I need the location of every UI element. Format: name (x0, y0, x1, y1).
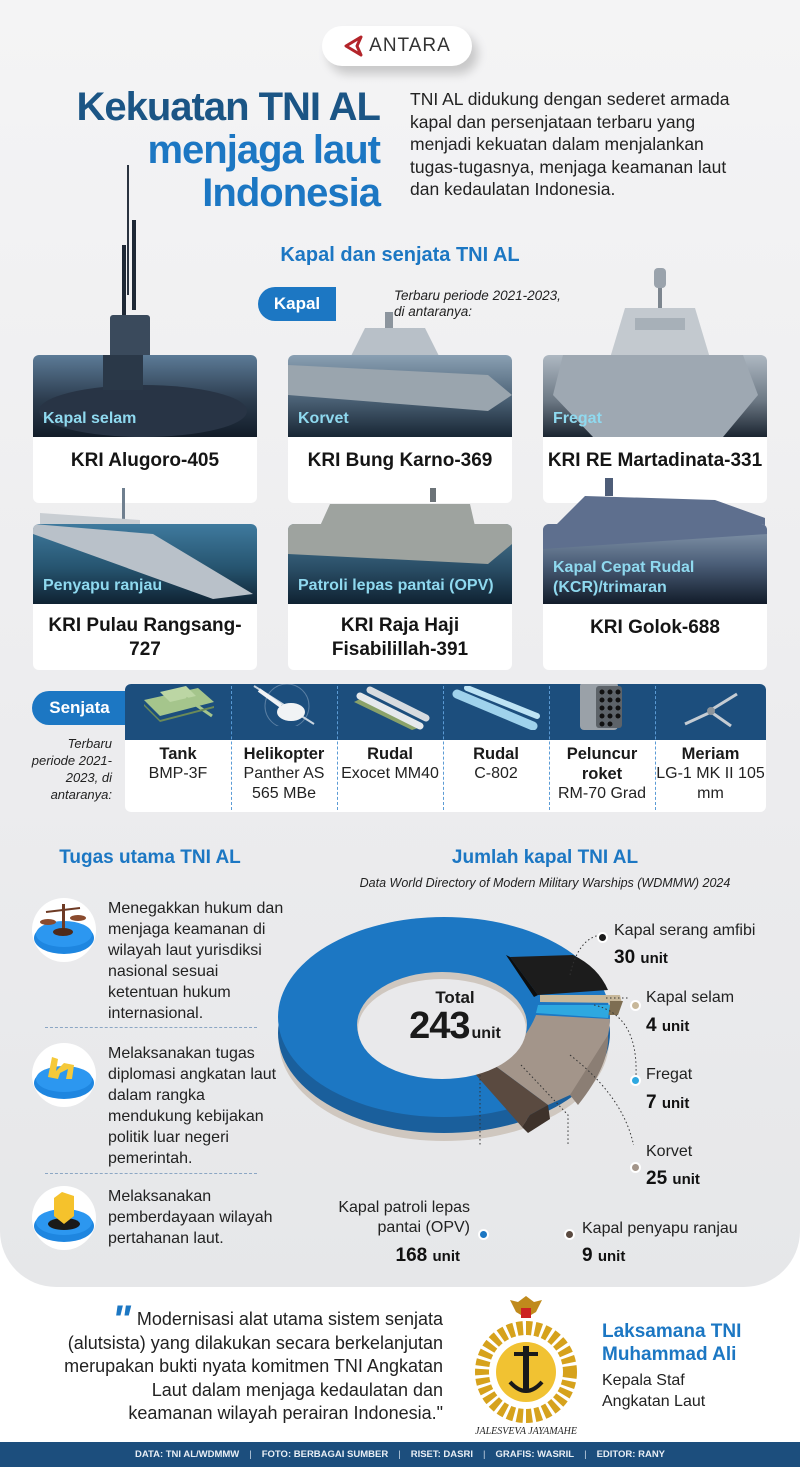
emblem-motto: JALESVEVA JAYAMAHE (475, 1426, 577, 1437)
credit-editor: EDITOR: RANY (596, 1449, 666, 1460)
weapons-pill: Senjata (32, 691, 127, 725)
trimaran-photo (543, 524, 767, 604)
weapon-item (549, 684, 655, 812)
title-line-1: Kekuatan TNI AL (76, 85, 380, 129)
minesweeper-mast-image (40, 488, 160, 528)
weapon-detail: RM-70 Grad (557, 785, 647, 802)
intro-text: TNI AL didukung dengan sederet armada kapal dan persenjataan terbaru yang menjadi kekuatan dalam menjalankan tugas-tugasnya, menjaga keamanan laut dan kedaulatan Indonesia. (410, 89, 730, 199)
weapon-item (125, 684, 231, 812)
ship-name: KRI Alugoro-405 (70, 450, 220, 471)
ships-note: Terbaru periode 2021-2023, di antaranya: (394, 288, 561, 319)
minesweeper-photo (33, 524, 257, 604)
weapons-note: Terbaru periode 2021-2023, di antaranya: (31, 736, 112, 802)
value-unit: unit (661, 1095, 690, 1112)
weapon-detail: Panther AS 565 MBe (243, 765, 325, 802)
title-line-3: Indonesia (202, 171, 380, 215)
weapon-item (231, 684, 337, 812)
title-line-2: menjaga laut (147, 128, 380, 172)
value-unit: unit (432, 1248, 460, 1265)
antara-logo-icon (343, 35, 365, 57)
opv-photo (288, 524, 512, 604)
legend-dot (564, 1229, 575, 1240)
legend-value (646, 1015, 689, 1038)
weapon-detail: LG-1 MK II 105 mm (656, 765, 765, 802)
legend-dot (597, 932, 608, 943)
legend-dot (630, 1162, 641, 1173)
trimaran-superstructure-image (555, 478, 765, 526)
ship-category: Penyapu ranjau (43, 577, 163, 594)
chart-subtitle: Data World Directory of Modern Military Warships (WDMMW) 2024 (359, 876, 731, 890)
fleet-heading: Kapal dan senjata TNI AL (280, 244, 520, 266)
missile-icon (350, 686, 430, 730)
ship-name: KRI Golok-688 (590, 617, 720, 638)
legend-label: Kapal selam (646, 989, 735, 1006)
opv-superstructure-image (310, 488, 480, 526)
separator: | (249, 1449, 252, 1460)
credit-research: RISET: DASRI (410, 1449, 473, 1460)
ship-card (288, 355, 512, 503)
scales-of-justice-icon (32, 898, 96, 962)
submarine-photo (33, 355, 257, 437)
ship-name: KRI Pulau Rangsang-727 (48, 615, 242, 660)
ship-card (543, 524, 767, 670)
person-attribution (602, 1320, 762, 1412)
separator: | (584, 1449, 587, 1460)
task-item (32, 1043, 282, 1167)
antara-logo (322, 26, 472, 66)
legend-label: Kapal penyapu ranjau (582, 1220, 738, 1237)
value-number: 168 (395, 1245, 428, 1266)
weapon-type: Meriam (681, 745, 740, 763)
value-unit: unit (640, 950, 668, 967)
credit-data: DATA: TNI AL/WDMMW (134, 1449, 240, 1460)
weapon-detail: Exocet MM40 (341, 765, 439, 782)
ship-card (33, 524, 257, 670)
divider (45, 1027, 257, 1028)
weapon-type: Rudal (367, 745, 413, 763)
ships-pill: Kapal (258, 287, 336, 321)
weapon-item (337, 684, 443, 812)
person-role: Kepala Staf Angkatan Laut (602, 1372, 706, 1410)
center-total-label: Total (435, 988, 475, 1007)
weapon-detail: BMP-3F (148, 765, 208, 782)
weapons-panel (125, 684, 766, 812)
center-total-unit: unit (471, 1025, 501, 1042)
tasks-heading: Tugas utama TNI AL (59, 847, 241, 868)
value-number: 7 (646, 1092, 657, 1113)
task-text: Menegakkan hukum dan menjaga keamanan di wilayah laut yurisdiksi nasional sesuai ketentuan hukum internasional. (108, 900, 284, 1022)
corvette-photo (288, 355, 512, 437)
chart-center-label (395, 988, 515, 1052)
ship-category: Patroli lepas pantai (OPV) (298, 577, 494, 594)
navy-emblem (466, 1296, 586, 1438)
chart-title: Jumlah kapal TNI AL (451, 847, 639, 868)
frigate-photo (543, 355, 767, 437)
ship-name: KRI Bung Karno-369 (307, 450, 493, 471)
value-unit: unit (597, 1248, 626, 1265)
value-number: 4 (646, 1015, 657, 1036)
center-total-value: 243 (409, 1005, 470, 1047)
separator: | (398, 1449, 401, 1460)
task-badge (32, 1186, 96, 1250)
legend-dot (630, 1075, 641, 1086)
task-badge (32, 1043, 96, 1107)
weapon-type: Peluncur roket (566, 745, 638, 783)
legend-value (310, 1245, 460, 1268)
weapon-item (655, 684, 766, 812)
weapon-detail: C-802 (474, 765, 518, 782)
rocket-launcher-icon (578, 684, 626, 732)
value-number: 25 (646, 1168, 668, 1189)
task-item (32, 1186, 282, 1270)
ship-category: Fregat (553, 410, 602, 427)
task-item (32, 898, 284, 1022)
credit-photo: FOTO: BERBAGAI SUMBER (261, 1449, 389, 1460)
corvette-superstructure-image (330, 310, 450, 358)
legend-label: Kapal patroli lepas pantai (OPV) (338, 1199, 470, 1236)
ship-card (288, 524, 512, 670)
quote-mark-icon: " (111, 1298, 131, 1342)
legend-label: Korvet (646, 1143, 693, 1160)
missile-icon (451, 686, 541, 730)
legend-value (646, 1168, 700, 1191)
task-badge (32, 898, 96, 962)
ship-name: KRI RE Martadinata-331 (547, 450, 763, 471)
frigate-superstructure-image (600, 268, 720, 358)
credits-footer (0, 1442, 800, 1467)
legend-value (614, 947, 668, 970)
task-text: Melaksanakan pemberdayaan wilayah pertahanan laut. (108, 1188, 273, 1247)
value-unit: unit (672, 1171, 700, 1188)
legend-label: Kapal serang amfibi (614, 922, 756, 939)
person-name: Laksamana TNI Muhammad Ali (602, 1321, 742, 1365)
legend-label: Fregat (646, 1066, 693, 1083)
ship-name: KRI Raja Haji Fisabilillah-391 (331, 615, 469, 660)
handshake-icon (32, 1043, 96, 1107)
quote-text (63, 1298, 443, 1426)
logo-text: ANTARA (369, 35, 451, 56)
weapon-type: Tank (159, 745, 197, 763)
shield-icon (32, 1186, 96, 1250)
weapon-type: Rudal (473, 745, 519, 763)
value-number: 30 (614, 947, 636, 968)
ship-card (33, 355, 257, 503)
ship-category: Korvet (298, 410, 349, 427)
legend-dot (478, 1229, 489, 1240)
cannon-icon (681, 690, 741, 730)
helicopter-icon (249, 684, 319, 726)
value-unit: unit (661, 1018, 690, 1035)
quote-body: Modernisasi alat utama sistem senjata (alutsista) yang dilakukan secara berkelanjutan merupakan bukti nyata komitmen TNI Angkatan Laut dalam menjaga kedaulatan dan keamanan wilayah perairan Indonesia." (64, 1309, 443, 1423)
separator: | (483, 1449, 486, 1460)
weapon-item (443, 684, 549, 812)
divider (45, 1173, 257, 1174)
tank-icon (138, 684, 218, 722)
legend-dot (630, 1000, 641, 1011)
credit-graphics: GRAFIS: WASRIL (495, 1449, 575, 1460)
task-text: Melaksanakan tugas diplomasi angkatan laut dalam rangka mendukung kebijakan politik luar negeri pemerintah. (108, 1045, 277, 1167)
weapon-type: Helikopter (243, 745, 325, 763)
legend-value (646, 1092, 689, 1115)
ship-category: Kapal Cepat Rudal (KCR)/trimaran (553, 559, 695, 596)
value-number: 9 (582, 1245, 593, 1266)
legend-value (582, 1245, 625, 1268)
ship-category: Kapal selam (43, 410, 137, 427)
